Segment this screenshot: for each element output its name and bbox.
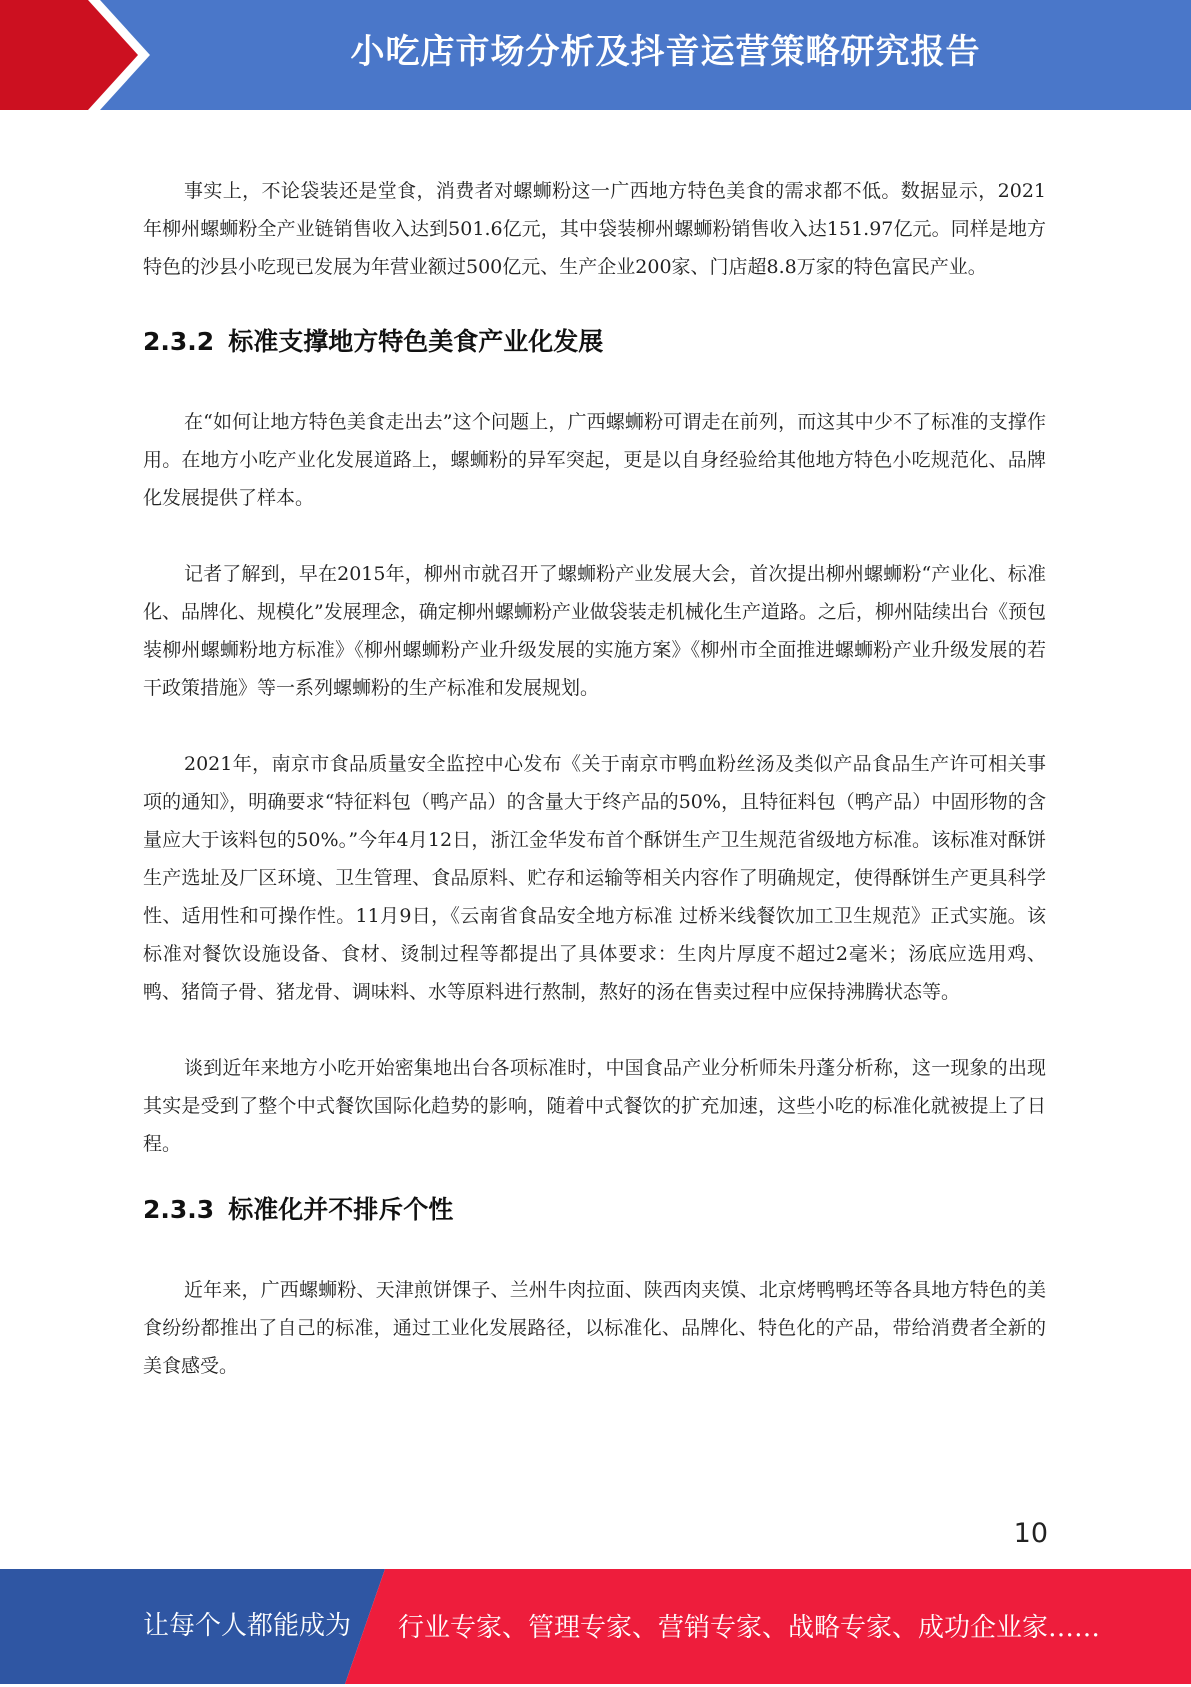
section-title: 标准支撑地方特色美食产业化发展 (228, 327, 604, 356)
section-number: 2.3.2 (143, 327, 215, 356)
footer-banner (0, 1569, 1191, 1684)
section-number: 2.3.3 (143, 1195, 215, 1224)
header-banner (0, 0, 1191, 110)
paragraph: 记者了解到，早在2015年，柳州市就召开了螺蛳粉产业发展大会，首次提出柳州螺蛳粉“产业化、标准化、品牌化、规模化”发展理念，确定柳州螺蛳粉产业做袋装走机械化生产道路。之后，柳州陆续出台《预包装柳州螺蛳粉地方标准》《柳州螺蛳粉产业升级发展的实施方案》《柳州市全面推进螺蛳粉产业升级发展的若干政策措施》等一系列螺蛳粉的生产标准和发展规划。 (143, 563, 1046, 699)
paragraph: 2021年，南京市食品质量安全监控中心发布《关于南京市鸭血粉丝汤及类似产品食品生产许可相关事项的通知》，明确要求“特征料包（鸭产品）的含量大于终产品的50%，且特征料包（鸭产品）中固形物的含量应大于该料包的50%。”今年4月12日，浙江金华发布首个酥饼生产卫生规范省级地方标准。该标准对酥饼生产选址及厂区环境、卫生管理、食品原料、贮存和运输等相关内容作了明确规定，使得酥饼生产更具科学性、适用性和可操作性。11月9日，《云南省食品安全地方标准 过桥米线餐饮加工卫生规范》正式实施。该标准对餐饮设施设备、食材、烫制过程等都提出了具体要求：生肉片厚度不超过2毫米；汤底应选用鸡、鸭、猪筒子骨、猪龙骨、调味料、水等原料进行熬制，熬好的汤在售卖过程中应保持沸腾状态等。 (143, 753, 1046, 1003)
footer-slogan-left: 让每个人都能成为 (143, 1611, 352, 1641)
paragraph: 事实上，不论袋装还是堂食，消费者对螺蛳粉这一广西地方特色美食的需求都不低。数据显示，2021年柳州螺蛳粉全产业链销售收入达到501.6亿元，其中袋装柳州螺蛳粉销售收入达151.97亿元。同样是地方特色的沙县小吃现已发展为年营业额过500亿元、生产企业200家、门店超8.8万家的特色富民产业。 (143, 180, 1046, 278)
section-heading-2-3-3 (143, 1193, 1046, 1227)
paragraph: 近年来，广西螺蛳粉、天津煎饼馃子、兰州牛肉拉面、陕西肉夹馍、北京烤鸭鸭坯等各具地方特色的美食纷纷都推出了自己的标准，通过工业化发展路径，以标准化、品牌化、特色化的产品，带给消费者全新的美食感受。 (143, 1279, 1046, 1377)
red-arrow-ribbon (0, 0, 160, 110)
section-heading-2-3-2 (143, 325, 1046, 359)
page-number: 10 (1013, 1518, 1048, 1549)
footer-slogan-right: 行业专家、管理专家、营销专家、战略专家、成功企业家…… (398, 1613, 1101, 1643)
paragraph: 谈到近年来地方小吃开始密集地出台各项标准时，中国食品产业分析师朱丹蓬分析称，这一现象的出现其实是受到了整个中式餐饮国际化趋势的影响，随着中式餐饮的扩充加速，这些小吃的标准化就被提上了日程。 (143, 1057, 1046, 1155)
report-title: 小吃店市场分析及抖音运营策略研究报告 (350, 32, 981, 72)
section-title: 标准化并不排斥个性 (228, 1195, 454, 1224)
paragraph: 在“如何让地方特色美食走出去”这个问题上，广西螺蛳粉可谓走在前列，而这其中少不了标准的支撑作用。在地方小吃产业化发展道路上，螺蛳粉的异军突起，更是以自身经验给其他地方特色小吃规范化、品牌化发展提供了样本。 (143, 411, 1046, 509)
main-content (143, 172, 1046, 1385)
